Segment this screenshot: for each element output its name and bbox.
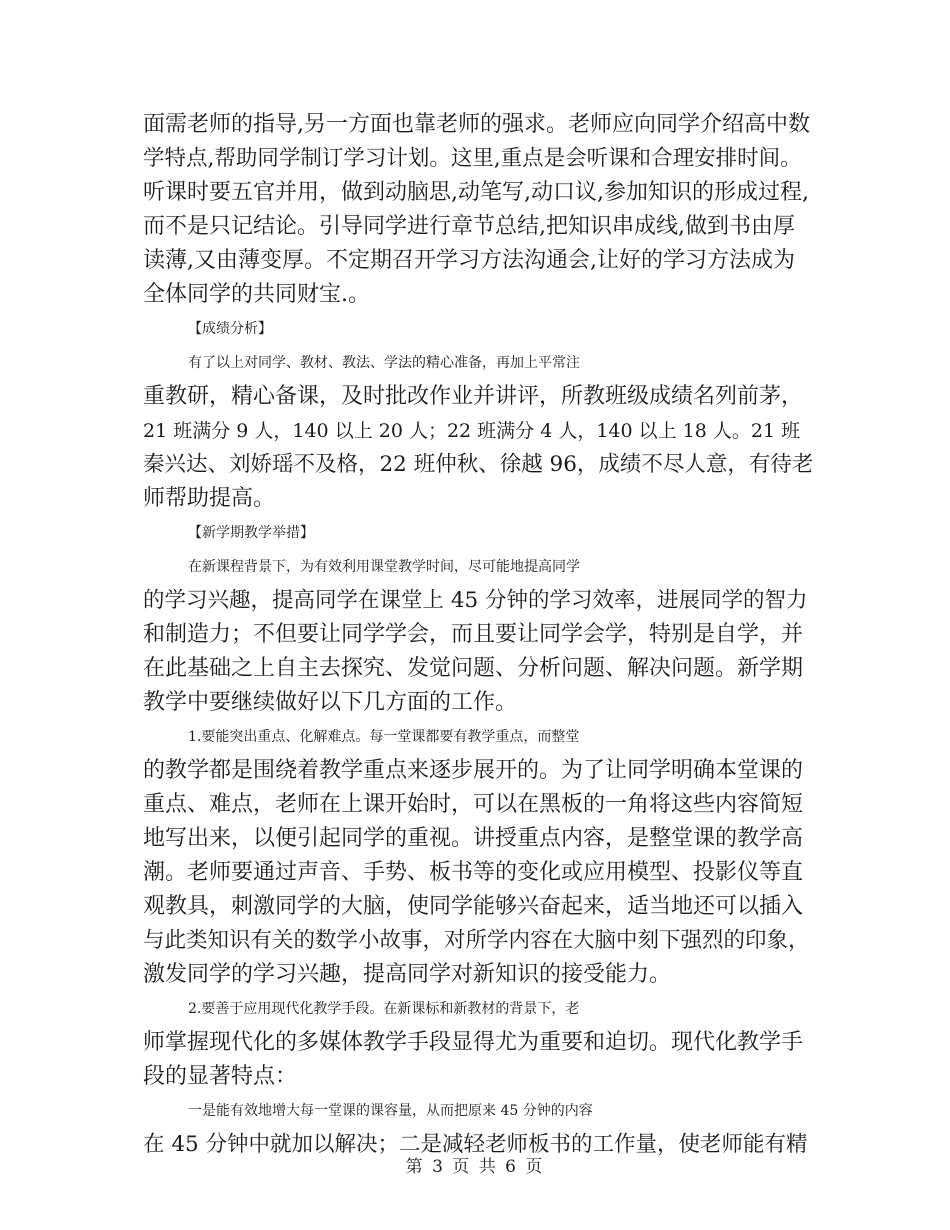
numbered-item-1: 1.要能突出重点、化解难点。每一堂课都要有教学重点，而整堂	[188, 729, 580, 745]
body-text-line: 面需老师的指导,另一方面也靠老师的强求。老师应向同学介绍高中数	[143, 112, 810, 137]
body-text-line: 而不是只记结论。引导同学进行章节总结,把知识串成线,做到书由厚	[143, 214, 795, 239]
body-text-line: 地写出来，以便引起同学的重视。讲授重点内容，是整堂课的教学高	[143, 826, 804, 851]
body-text-line: 师掌握现代化的多媒体教学手段显得尤为重要和迫切。现代化教学手	[143, 1030, 804, 1055]
body-text-line: 全体同学的共同财宝.。	[143, 282, 370, 307]
section-heading-grades: 【成绩分析】	[188, 321, 272, 337]
page-number-footer: 第 3 页 共 6 页	[405, 1157, 545, 1177]
body-text-line: 学特点,帮助同学制订学习计划。这里,重点是会听课和合理安排时间。	[143, 146, 802, 171]
body-text-line: 重教研，精心备课，及时批改作业并讲评，所教班级成绩名列前茅，	[143, 384, 804, 409]
numbered-item-2: 2.要善于应用现代化教学手段。在新课标和新教材的背景下，老	[188, 1001, 580, 1017]
body-text-line: 有了以上对同学、教材、教法、学法的精心准备，再加上平常注	[188, 355, 580, 371]
body-text-line: 在 45 分钟中就加以解决；二是减轻老师板书的工作量，使老师能有精	[143, 1132, 808, 1157]
body-text-line: 观教具，刺激同学的大脑，使同学能够兴奋起来，适当地还可以插入	[143, 894, 804, 919]
section-heading-new-term: 【新学期教学举措】	[188, 525, 314, 541]
body-text-line: 重点、难点，老师在上课开始时，可以在黑板的一角将这些内容简短	[143, 792, 804, 817]
body-text-line: 秦兴达、刘娇瑶不及格，22 班仲秋、徐越 96，成绩不尽人意，有待老	[143, 452, 814, 477]
body-text-line: 一是能有效地增大每一堂课的课容量，从而把原来 45 分钟的内容	[188, 1103, 593, 1119]
body-text-line: 21 班满分 9 人，140 以上 20 人；22 班满分 4 人，140 以上 18 人。21 班	[143, 420, 801, 442]
body-text-line: 潮。老师要通过声音、手势、板书等的变化或应用模型、投影仪等直	[143, 860, 804, 885]
body-text-line: 段的显著特点：	[143, 1064, 298, 1089]
body-text-line: 教学中要继续做好以下几方面的工作。	[143, 690, 518, 715]
body-text-line: 在此基础之上自主去探究、发觉问题、分析问题、解决问题。新学期	[143, 656, 804, 681]
body-text-line: 师帮助提高。	[143, 486, 276, 511]
body-text-line: 读薄,又由薄变厚。不定期召开学习方法沟通会,让好的学习方法成为	[143, 248, 795, 273]
body-text-line: 在新课程背景下，为有效利用课堂教学时间，尽可能地提高同学	[188, 559, 580, 575]
body-text-line: 听课时要五官并用，做到动脑思,动笔写,动口议,参加知识的形成过程,	[143, 180, 809, 205]
body-text-line: 的学习兴趣，提高同学在课堂上 45 分钟的学习效率，进展同学的智力	[143, 588, 808, 613]
body-text-line: 的教学都是围绕着教学重点来逐步展开的。为了让同学明确本堂课的	[143, 758, 804, 783]
body-text-line: 和制造力；不但要让同学学会，而且要让同学会学，特别是自学，并	[143, 622, 804, 647]
body-text-line: 激发同学的学习兴趣，提高同学对新知识的接受能力。	[143, 962, 672, 987]
body-text-line: 与此类知识有关的数学小故事，对所学内容在大脑中刻下强烈的印象，	[143, 928, 810, 953]
